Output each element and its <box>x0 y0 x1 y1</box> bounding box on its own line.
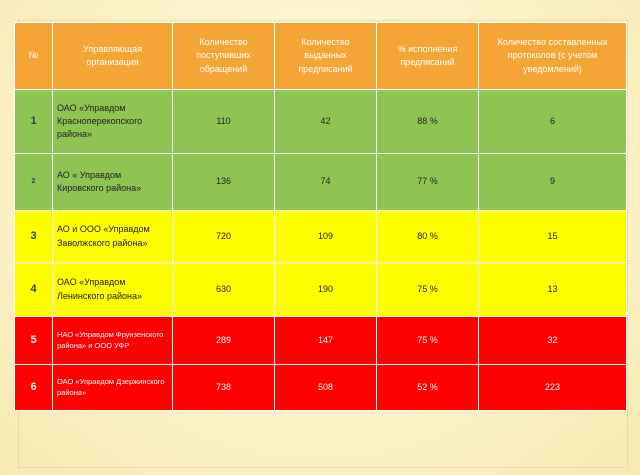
header-orders: Количество выданных предписаний <box>275 23 377 90</box>
row-percent: 88 % <box>377 90 479 154</box>
row-number: 2 <box>15 154 53 211</box>
row-number: 3 <box>15 211 53 263</box>
row-orders: 42 <box>275 90 377 154</box>
row-requests: 136 <box>173 154 275 211</box>
row-organization: ОАО «Управдом Красноперекопского района» <box>53 90 173 154</box>
row-percent: 52 % <box>377 365 479 411</box>
row-protocols: 15 <box>479 211 627 263</box>
row-protocols: 223 <box>479 365 627 411</box>
management-companies-table <box>14 22 627 411</box>
table-row <box>15 90 627 154</box>
header-protocols: Количество составленных протоколов (с учетом уведомлений) <box>479 23 627 90</box>
row-requests: 738 <box>173 365 275 411</box>
row-organization: ОАО «Управдом Дзержинского района» <box>53 365 173 411</box>
table-row <box>15 154 627 211</box>
row-protocols: 6 <box>479 90 627 154</box>
row-percent: 75 % <box>377 263 479 317</box>
header-number: № <box>15 23 53 90</box>
row-percent: 75 % <box>377 317 479 365</box>
row-requests: 110 <box>173 90 275 154</box>
row-organization: ОАО «Управдом Ленинского района» <box>53 263 173 317</box>
row-number: 4 <box>15 263 53 317</box>
row-protocols: 32 <box>479 317 627 365</box>
row-protocols: 13 <box>479 263 627 317</box>
header-percent: % исполнения предписаний <box>377 23 479 90</box>
table-row <box>15 365 627 411</box>
table-row <box>15 263 627 317</box>
row-protocols: 9 <box>479 154 627 211</box>
row-percent: 80 % <box>377 211 479 263</box>
header-organization: Управляющая организация <box>53 23 173 90</box>
row-requests: 289 <box>173 317 275 365</box>
row-requests: 720 <box>173 211 275 263</box>
header-requests: Количество поступивших обращений <box>173 23 275 90</box>
row-number: 6 <box>15 365 53 411</box>
row-orders: 109 <box>275 211 377 263</box>
row-orders: 508 <box>275 365 377 411</box>
row-organization: АО и ООО «Управдом Заволжского района» <box>53 211 173 263</box>
row-orders: 74 <box>275 154 377 211</box>
row-percent: 77 % <box>377 154 479 211</box>
row-number: 1 <box>15 90 53 154</box>
table-row <box>15 317 627 365</box>
row-organization: АО « Управдом Кировского района» <box>53 154 173 211</box>
table-header-row <box>15 23 627 90</box>
row-number: 5 <box>15 317 53 365</box>
row-orders: 147 <box>275 317 377 365</box>
row-organization: НАО «Управдом Фрунзенского района» и ООО УФР <box>53 317 173 365</box>
row-orders: 190 <box>275 263 377 317</box>
table-row <box>15 211 627 263</box>
row-requests: 630 <box>173 263 275 317</box>
